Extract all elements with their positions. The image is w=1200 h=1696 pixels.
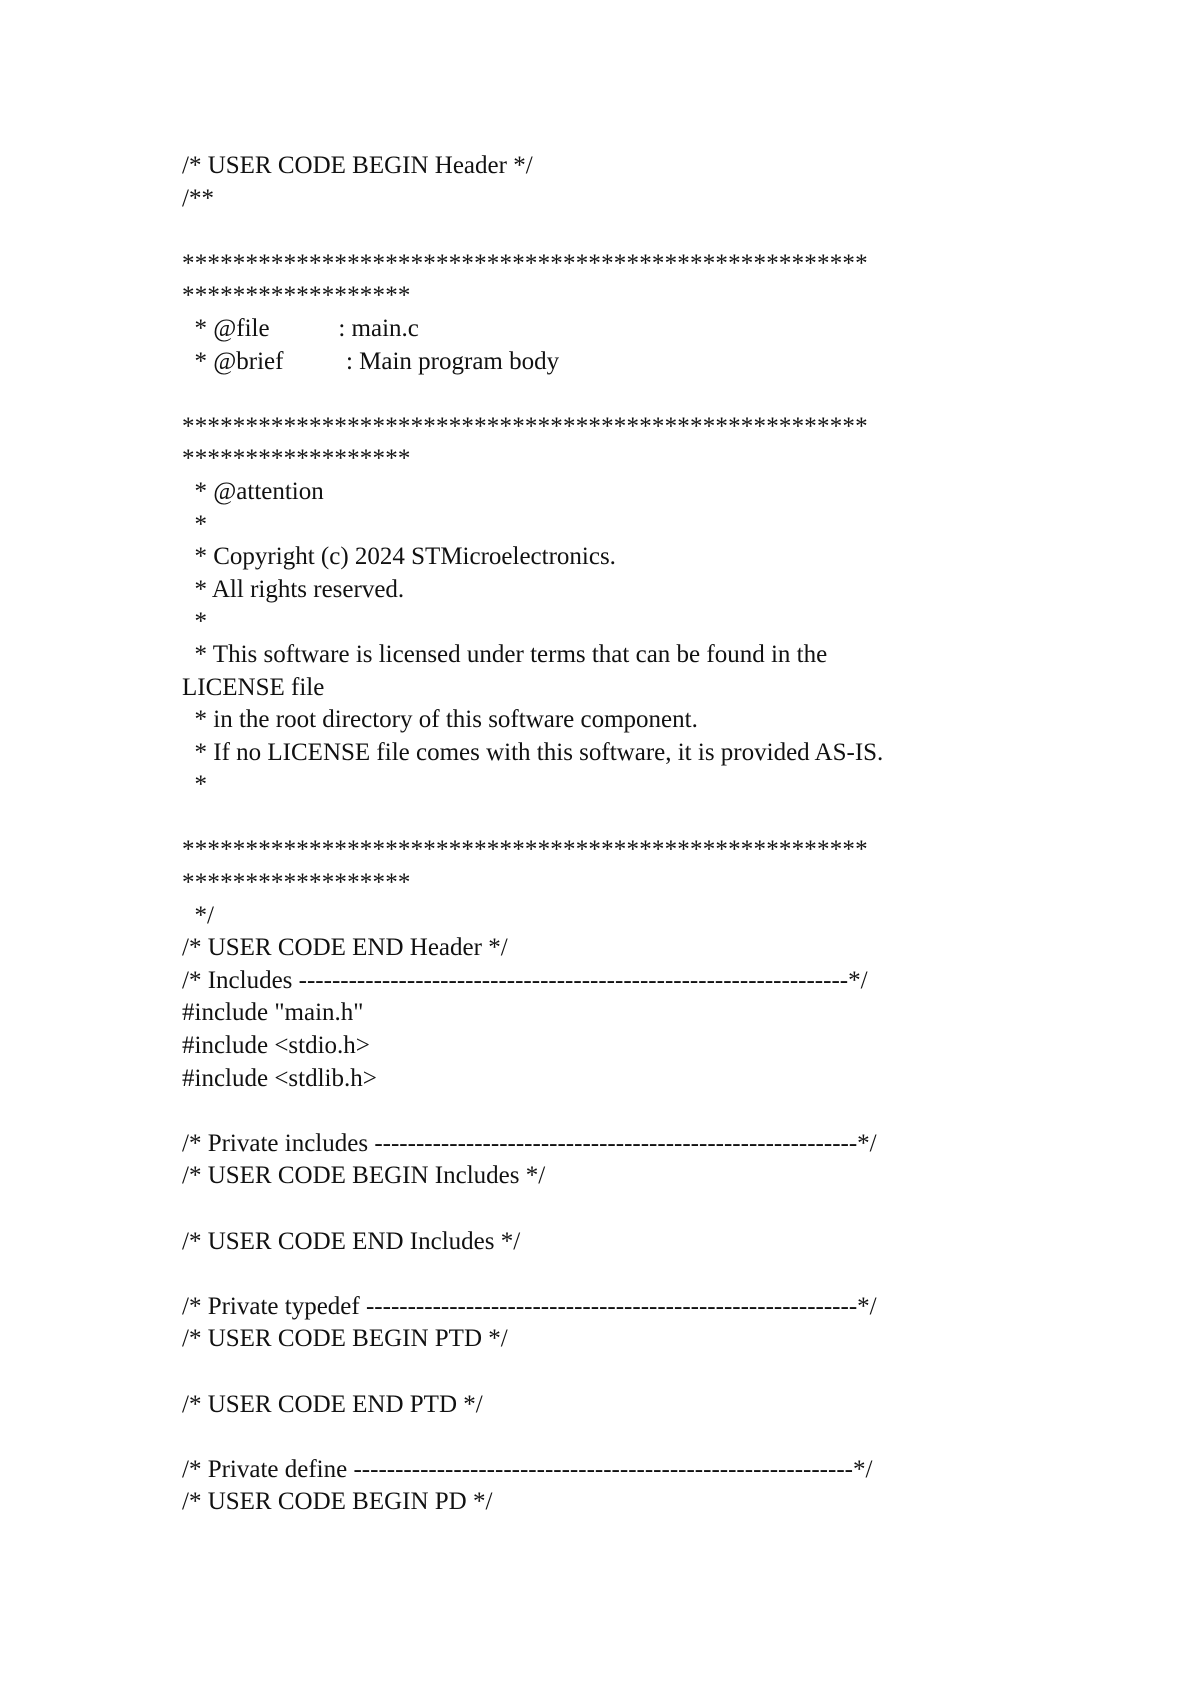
code-line xyxy=(182,1356,1082,1389)
code-line: /* Private includes ----------------------------------------------------------*/ xyxy=(182,1129,877,1157)
code-line: * This software is licensed under terms that can be found in the xyxy=(182,640,828,668)
code-line: ****************** xyxy=(182,282,411,310)
code-line: /* USER CODE BEGIN Header */ xyxy=(182,152,533,179)
code-line xyxy=(182,1095,1082,1128)
code-line: * in the root directory of this software component. xyxy=(182,706,698,734)
code-line: #include <stdlib.h> xyxy=(182,1064,377,1092)
code-line: /* USER CODE END Includes */ xyxy=(182,1227,521,1255)
code-line: ****************************************************** xyxy=(182,836,868,864)
code-line: * @brief : Main program body xyxy=(182,347,560,375)
code-line: /* USER CODE END Header */ xyxy=(182,934,508,962)
code-line: /* Private define ------------------------------------------------------------*/ xyxy=(182,1455,873,1483)
code-line xyxy=(182,1193,1082,1226)
code-line: /* USER CODE BEGIN PD */ xyxy=(182,1488,493,1516)
code-line: /** xyxy=(182,184,214,212)
code-line xyxy=(182,378,1082,411)
code-line: ****************** xyxy=(182,869,411,897)
code-line: * If no LICENSE file comes with this software, it is provided AS-IS. xyxy=(182,738,884,766)
code-line xyxy=(182,1258,1082,1291)
code-listing xyxy=(182,150,1082,1519)
code-line: * xyxy=(182,608,207,636)
code-line: * @file : main.c xyxy=(182,314,419,342)
code-line: LICENSE file xyxy=(182,673,325,701)
code-line: */ xyxy=(182,901,214,929)
code-line: * xyxy=(182,510,207,538)
code-line: #include "main.h" xyxy=(182,999,364,1027)
code-line: /* USER CODE BEGIN Includes */ xyxy=(182,1162,546,1190)
code-line: ****************************************************** xyxy=(182,412,868,440)
code-line: /* USER CODE END PTD */ xyxy=(182,1390,483,1418)
code-line xyxy=(182,215,1082,248)
code-line: ****************************************************** xyxy=(182,249,868,277)
code-line: #include <stdio.h> xyxy=(182,1032,370,1060)
code-line: ****************** xyxy=(182,445,411,473)
code-line: * Copyright (c) 2024 STMicroelectronics. xyxy=(182,543,616,571)
code-line: * All rights reserved. xyxy=(182,575,405,603)
code-line: /* Private typedef -----------------------------------------------------------*/ xyxy=(182,1292,877,1320)
code-line: /* Includes ------------------------------------------------------------------*/ xyxy=(182,966,868,994)
code-line: /* USER CODE BEGIN PTD */ xyxy=(182,1325,508,1353)
code-line: * @attention xyxy=(182,477,324,505)
code-line xyxy=(182,802,1082,835)
code-line: * xyxy=(182,771,207,799)
code-line xyxy=(182,1421,1082,1454)
